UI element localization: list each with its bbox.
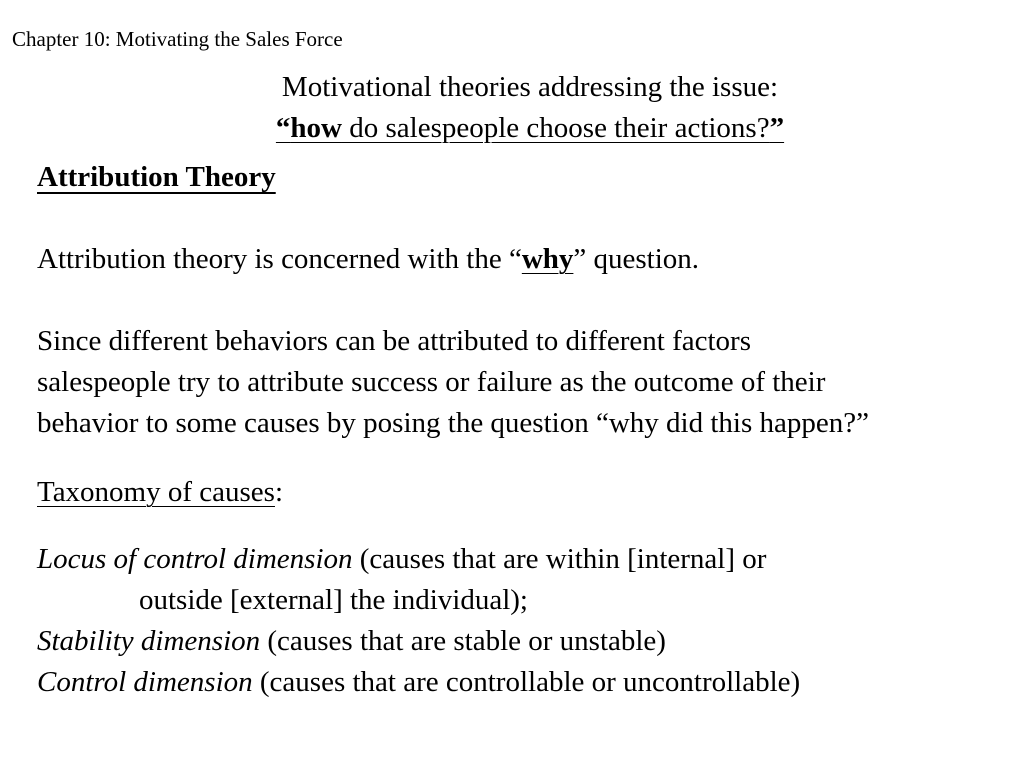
- since-line: behavior to some causes by posing the question “why did this happen?”: [37, 407, 869, 439]
- heading-close-quote: ”: [769, 112, 785, 144]
- why-sentence-before: Attribution theory is concerned with the “: [37, 243, 522, 275]
- dimension-item-control: [37, 662, 800, 703]
- why-sentence: [37, 239, 699, 280]
- dimension-item-locus-continued: outside [external] the individual);: [139, 584, 528, 616]
- dimension-desc: (causes that are within [internal] or: [352, 543, 767, 575]
- taxonomy-colon: :: [274, 476, 284, 508]
- heading-how-emphasis: how: [290, 112, 342, 144]
- section-title: Attribution Theory: [37, 161, 276, 193]
- dimension-name: Stability dimension: [37, 625, 261, 657]
- dimension-name: Control dimension: [37, 666, 253, 698]
- taxonomy-heading: [37, 472, 283, 513]
- heading-question-text: do salespeople choose their actions?: [341, 112, 770, 144]
- since-paragraph: [37, 321, 869, 444]
- since-line: Since different behaviors can be attributed to different factors: [37, 325, 751, 357]
- heading-open-quote: “: [275, 112, 291, 144]
- dimension-item-stability: [37, 621, 800, 662]
- slide-heading-line1: Motivational theories addressing the issue:: [281, 71, 779, 103]
- slide-heading-line2: [0, 108, 1024, 148]
- dimensions-list: [37, 539, 800, 703]
- taxonomy-label: Taxonomy of causes: [37, 476, 275, 508]
- dimension-name: Locus of control dimension: [37, 543, 353, 575]
- dimension-desc: (causes that are controllable or uncontrollable): [252, 666, 801, 698]
- dimension-item-locus: [37, 539, 800, 580]
- since-line: salespeople try to attribute success or failure as the outcome of their: [37, 366, 826, 398]
- dimension-desc: (causes that are stable or unstable): [260, 625, 666, 657]
- why-emphasis: why: [521, 243, 574, 275]
- why-sentence-after: ” question.: [573, 243, 700, 275]
- chapter-title: Chapter 10: Motivating the Sales Force: [12, 27, 343, 51]
